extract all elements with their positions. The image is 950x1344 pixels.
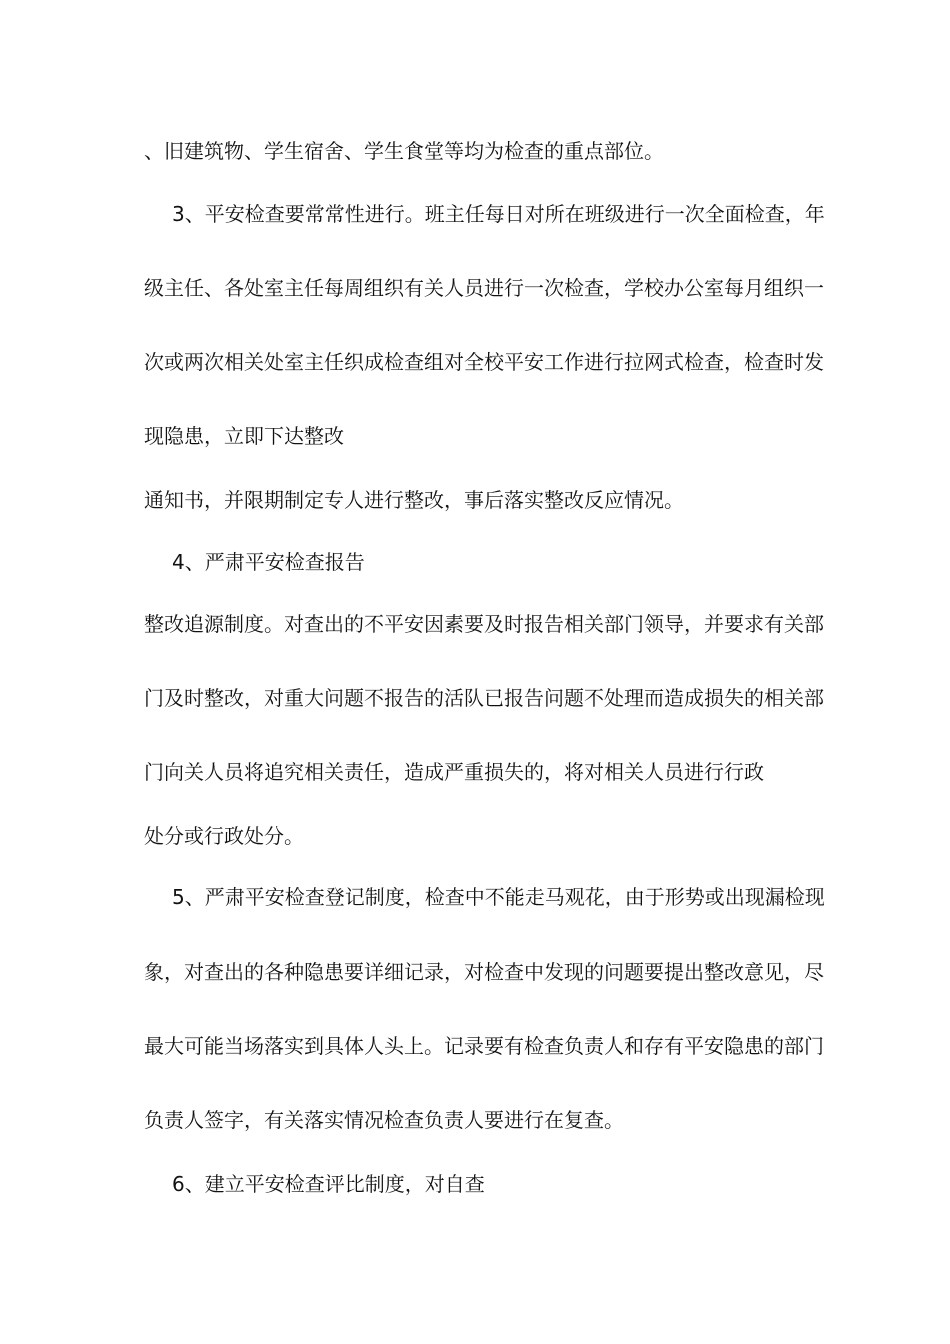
text-line: 门及时整改，对重大问题不报告的活队已报告问题不处理而造成损失的相关部 xyxy=(144,686,824,710)
text-line: 门向关人员将追究相关责任，造成严重损失的，将对相关人员进行行政 xyxy=(144,760,764,784)
text-line: 、旧建筑物、学生宿舍、学生食堂等均为检查的重点部位。 xyxy=(144,139,664,163)
text-line: 通知书，并限期制定专人进行整改，事后落实整改反应情况。 xyxy=(144,488,684,512)
text-line: 象，对查出的各种隐患要详细记录，对检查中发现的问题要提出整改意见，尽 xyxy=(144,960,824,984)
text-line: 整改追源制度。对查出的不平安因素要及时报告相关部门领导，并要求有关部 xyxy=(144,612,824,636)
text-line: 次或两次相关处室主任织成检查组对全校平安工作进行拉网式检查，检查时发 xyxy=(144,350,824,374)
text-line: 级主任、各处室主任每周组织有关人员进行一次检查，学校办公室每月组织一 xyxy=(144,276,824,300)
text-line: 6、建立平安检查评比制度，对自查 xyxy=(172,1172,485,1196)
text-line: 现隐患，立即下达整改 xyxy=(144,424,344,448)
text-line: 最大可能当场落实到具体人头上。记录要有检查负责人和存有平安隐患的部门 xyxy=(144,1034,824,1058)
text-line: 处分或行政处分。 xyxy=(144,824,304,848)
text-line: 负责人签字，有关落实情况检查负责人要进行在复查。 xyxy=(144,1108,624,1132)
text-line: 3、平安检查要常常性进行。班主任每日对所在班级进行一次全面检查，年 xyxy=(172,202,825,226)
text-line: 5、严肃平安检查登记制度，检查中不能走马观花，由于形势或出现漏检现 xyxy=(172,885,825,909)
text-line: 4、严肃平安检查报告 xyxy=(172,550,365,574)
